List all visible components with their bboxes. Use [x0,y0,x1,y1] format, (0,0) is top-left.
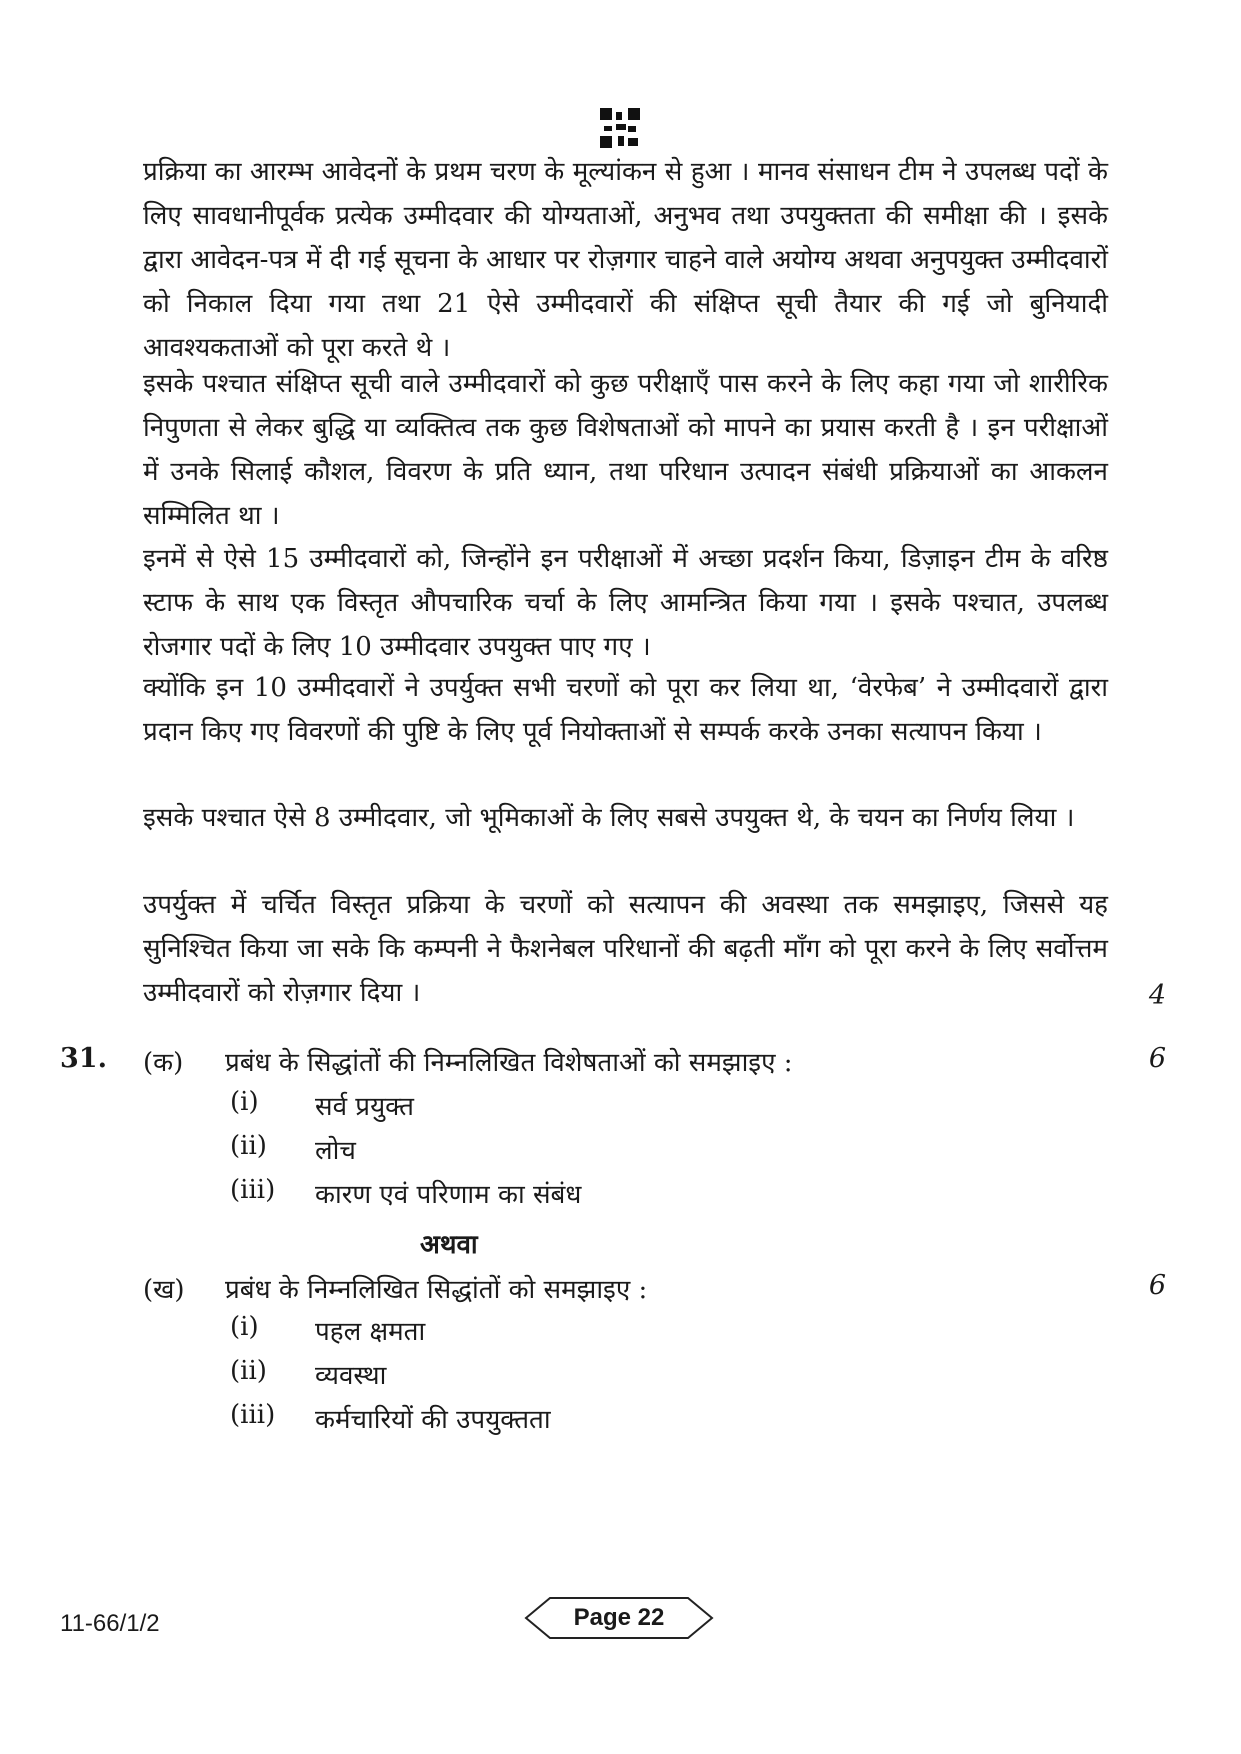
part-b-marks: 6 [1148,1270,1166,1301]
list-item-number: (i) [230,1087,259,1117]
paragraph-5: इसके पश्चात ऐसे 8 उम्मीदवार, जो भूमिकाओं के लिए सबसे उपयुक्त थे, के चयन का निर्णय लिया । [143,803,1075,833]
qr-code [600,108,640,148]
paragraph-2: इसके पश्चात संक्षिप्त सूची वाले उम्मीदवारों को कुछ परीक्षाएँ पास करने के लिए कहा गया जो शारीरिक निपुणता से लेकर बुद्धि या व्यक्तित्व तक कुछ विशेषताओं को मापने का प्रयास करती है । इन परीक्षाओं में उनके सिलाई कौशल, विवरण के प्रति ध्यान, तथा परिधान उत्पादन संबंधी प्रक्रियाओं का आकलन सम्मिलित था । [143,369,1108,531]
list-item-text: सर्व प्रयुक्त [315,1092,414,1122]
question-number: 31. [60,1043,107,1074]
part-b-text: प्रबंध के निम्नलिखित सिद्धांतों को समझाइए : [225,1275,648,1305]
q30-marks: 4 [1148,980,1166,1011]
list-item-number: (iii) [230,1400,276,1430]
paragraph-3: इनमें से ऐसे 15 उम्मीदवारों को, जिन्होंने इन परीक्षाओं में अच्छा प्रदर्शन किया, डिज़ाइन टीम के वरिष्ठ स्टाफ के साथ एक विस्तृत औपचारिक चर्चा के लिए आमन्त्रित किया गया । इसके पश्चात, उपलब्ध रोजगार पदों के लिए 10 उम्मीदवार उपयुक्त पाए गए । [143,544,1108,662]
paper-code: 11-66/1/2 [60,1610,160,1637]
list-item-text: कारण एवं परिणाम का संबंध [315,1180,582,1210]
page-number-badge [524,1596,714,1640]
list-item-number: (iii) [230,1175,276,1205]
list-item-number: (ii) [230,1356,267,1386]
list-item-number: (ii) [230,1131,267,1161]
paragraph-1: प्रक्रिया का आरम्भ आवेदनों के प्रथम चरण के मूल्यांकन से हुआ । मानव संसाधन टीम ने उपलब्ध पदों के लिए सावधानीपूर्वक प्रत्येक उम्मीदवार की योग्यताओं, अनुभव तथा उपयुक्तता की समीक्षा की । इसके द्वारा आवेदन-पत्र में दी गई सूचना के आधार पर रोज़गार चाहने वाले अयोग्य अथवा अनुपयुक्त उम्मीदवारों को निकाल दिया गया तथा 21 ऐसे उम्मीदवारों की संक्षिप्त सूची तैयार की गई जो बुनियादी आवश्यकताओं को पूरा करते थे । [143,157,1108,363]
or-label: अथवा [420,1230,478,1260]
paragraph-6: उपर्युक्त में चर्चित विस्तृत प्रक्रिया के चरणों को सत्यापन की अवस्था तक समझाइए, जिससे यह सुनिश्चित किया जा सके कि कम्पनी ने फैशनेबल परिधानों की बढ़ती माँग को पूरा करने के लिए सर्वोत्तम उम्मीदवारों को रोज़गार दिया । [143,890,1108,1008]
part-a-label: (क) [143,1048,184,1078]
list-item-number: (i) [230,1312,259,1342]
part-a-text: प्रबंध के सिद्धांतों की निम्नलिखित विशेषताओं को समझाइए : [225,1048,793,1078]
list-item-text: कर्मचारियों की उपयुक्तता [315,1405,551,1435]
list-item-text: व्यवस्था [315,1361,387,1391]
paragraph-4: क्योंकि इन 10 उम्मीदवारों ने उपर्युक्त सभी चरणों को पूरा कर लिया था, ‘वेरफेब’ ने उम्मीदवारों द्वारा प्रदान किए गए विवरणों की पुष्टि के लिए पूर्व नियोक्ताओं से सम्पर्क करके उनका सत्यापन किया । [143,673,1108,747]
list-item-text: लोच [315,1136,356,1166]
part-b-label: (ख) [143,1275,185,1305]
list-item-text: पहल क्षमता [315,1317,426,1347]
part-a-marks: 6 [1148,1043,1166,1074]
page-number: Page 22 [573,1604,665,1631]
